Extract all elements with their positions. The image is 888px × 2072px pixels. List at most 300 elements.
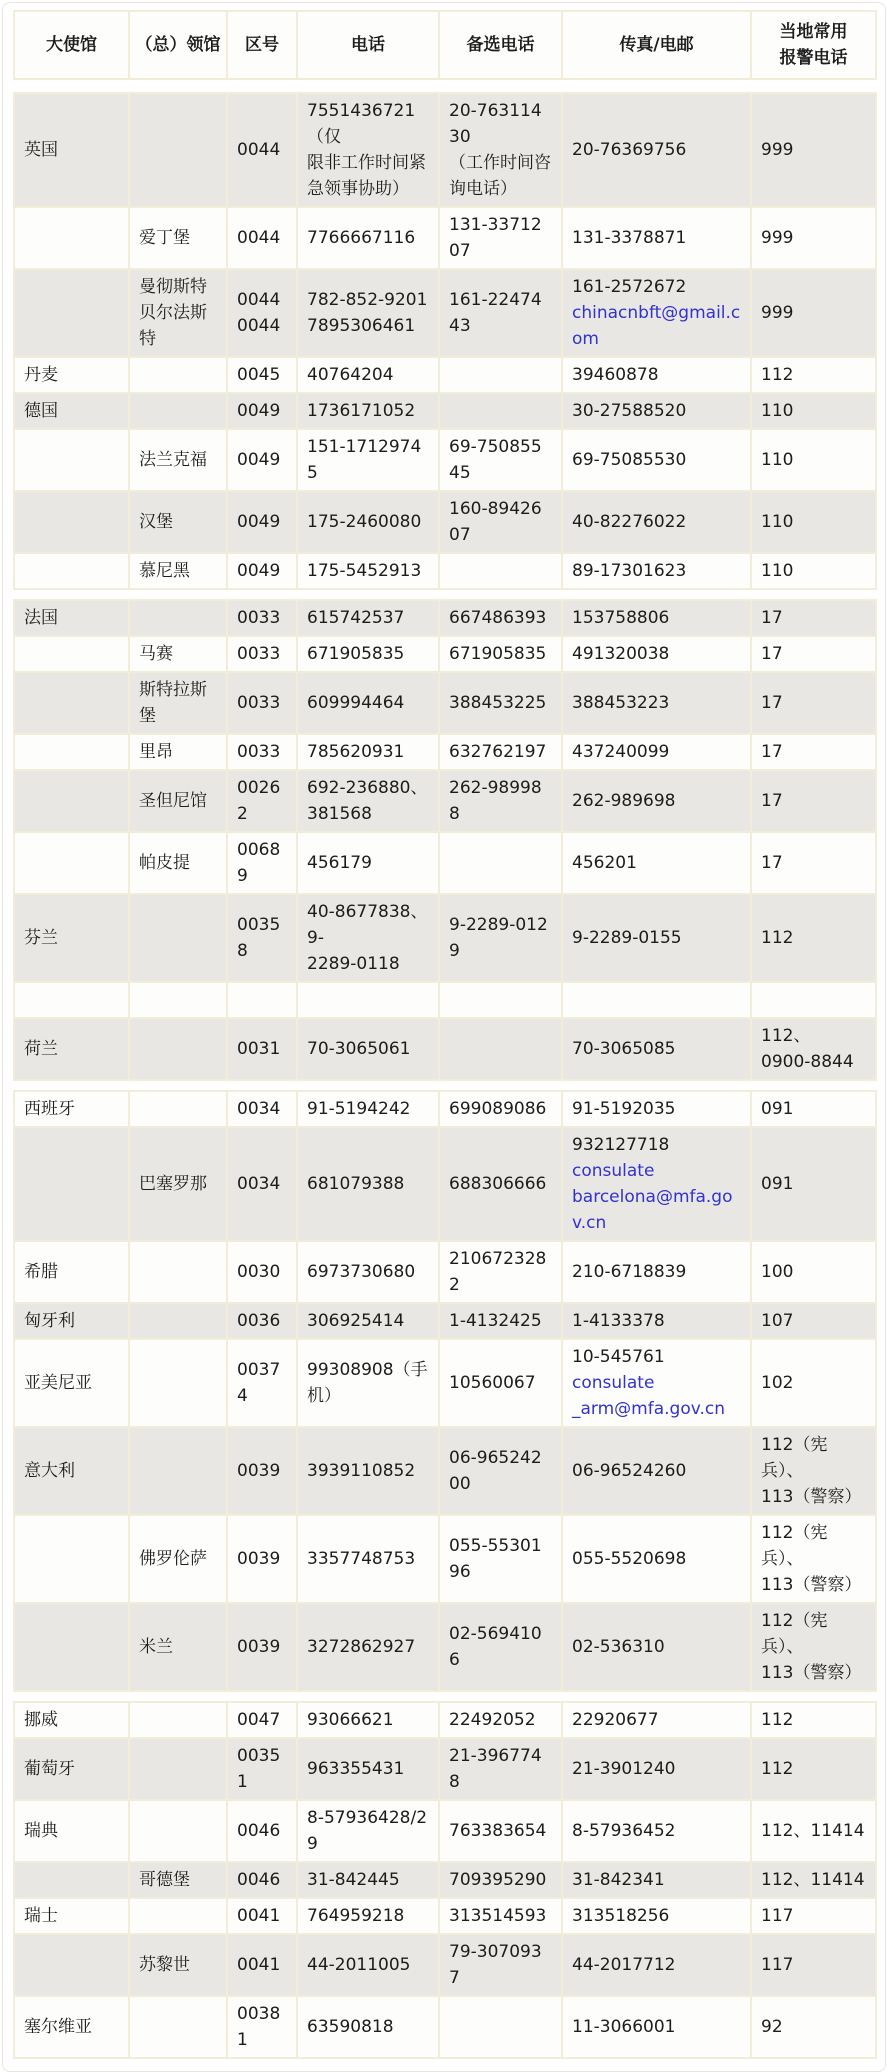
cell-alt-phone xyxy=(439,1241,562,1303)
cell-phone xyxy=(297,1241,439,1303)
cell-text: 0044 xyxy=(237,228,281,248)
table-row xyxy=(14,1603,876,1691)
cell-text: 131-3371207 xyxy=(449,215,542,261)
cell-text: 456201 xyxy=(572,853,637,873)
email-link[interactable]: consulate xyxy=(572,1373,655,1393)
cell-text: 0033 xyxy=(237,742,281,762)
cell-text: 0039 xyxy=(237,1637,281,1657)
cell-text: 388453225 xyxy=(449,693,547,713)
cell-text: 2106723282 xyxy=(449,1249,547,1295)
cell-text: 313514593 xyxy=(449,1906,547,1926)
cell-police xyxy=(751,393,876,429)
cell-text: 6973730680 xyxy=(307,1262,416,1282)
cell-embassy xyxy=(14,1738,129,1800)
cell-text: 112 xyxy=(761,365,794,385)
cell-consulate xyxy=(129,1303,227,1339)
column-header-police xyxy=(751,11,876,79)
cell-text: 112 xyxy=(761,1759,794,1779)
cell-text: 69-75085530 xyxy=(572,450,687,470)
email-link[interactable]: _arm@mfa.gov.cn xyxy=(572,1399,725,1419)
cell-text: 110 xyxy=(761,561,794,581)
cell-text: 8-57936452 xyxy=(572,1821,676,1841)
cell-text: 巴塞罗那 xyxy=(139,1174,207,1194)
cell-phone xyxy=(297,1127,439,1241)
cell-text: 06-96524260 xyxy=(572,1461,687,1481)
cell-text: 3939110852 xyxy=(307,1461,416,1481)
cell-phone xyxy=(297,1738,439,1800)
cell-text: 17 xyxy=(761,791,783,811)
cell-text: 0044 xyxy=(237,316,281,336)
email-link[interactable]: consulate xyxy=(572,1161,655,1181)
cell-text: 8-57936428/29 xyxy=(307,1808,428,1854)
table-section-body xyxy=(14,1091,876,1691)
cell-text: 06-96524200 xyxy=(449,1448,542,1494)
cell-phone xyxy=(297,832,439,894)
column-header-fax-email xyxy=(562,11,751,79)
cell-area-code xyxy=(227,1339,297,1427)
column-header-label: （总）领馆 xyxy=(135,35,221,55)
cell-text: 112（宪兵）、 xyxy=(761,1523,828,1569)
cell-embassy xyxy=(14,894,129,982)
cell-phone xyxy=(297,1934,439,1996)
cell-embassy xyxy=(14,982,129,1018)
contact-table-section-4 xyxy=(13,1701,877,2059)
cell-alt-phone xyxy=(439,1800,562,1862)
cell-text: 113（警察） xyxy=(761,1487,862,1507)
cell-area-code xyxy=(227,429,297,491)
cell-fax-email xyxy=(562,672,751,734)
cell-phone xyxy=(297,1515,439,1603)
cell-text: 313518256 xyxy=(572,1906,670,1926)
column-header-label: 传真/电邮 xyxy=(619,35,694,55)
cell-fax-email xyxy=(562,393,751,429)
cell-alt-phone xyxy=(439,894,562,982)
cell-police xyxy=(751,491,876,553)
cell-embassy xyxy=(14,1127,129,1241)
cell-alt-phone xyxy=(439,1091,562,1127)
cell-consulate xyxy=(129,1996,227,2058)
cell-police xyxy=(751,269,876,357)
cell-consulate xyxy=(129,1934,227,1996)
table-row xyxy=(14,1427,876,1515)
cell-fax-email xyxy=(562,1427,751,1515)
cell-embassy xyxy=(14,672,129,734)
cell-text: 1736171052 xyxy=(307,401,416,421)
cell-text: 葡萄牙 xyxy=(24,1759,75,1779)
cell-text: 055-5520698 xyxy=(572,1549,687,1569)
cell-phone xyxy=(297,357,439,393)
cell-police xyxy=(751,1898,876,1934)
cell-area-code xyxy=(227,393,297,429)
cell-police xyxy=(751,207,876,269)
cell-area-code xyxy=(227,600,297,636)
cell-consulate xyxy=(129,894,227,982)
cell-alt-phone xyxy=(439,1515,562,1603)
column-header-label: 备选电话 xyxy=(466,35,535,55)
cell-fax-email xyxy=(562,894,751,982)
cell-police xyxy=(751,429,876,491)
cell-text: 91-5192035 xyxy=(572,1099,676,1119)
cell-text: 17 xyxy=(761,853,783,873)
cell-phone xyxy=(297,269,439,357)
cell-alt-phone xyxy=(439,672,562,734)
cell-text: （工作时间咨 xyxy=(449,153,551,173)
cell-text: 意大利 xyxy=(24,1461,75,1481)
cell-text: 0039 xyxy=(237,1549,281,1569)
cell-text: 117 xyxy=(761,1955,794,1975)
cell-alt-phone xyxy=(439,1427,562,1515)
cell-phone xyxy=(297,1702,439,1738)
cell-area-code xyxy=(227,832,297,894)
table-row xyxy=(14,770,876,832)
cell-text: 609994464 xyxy=(307,693,405,713)
cell-area-code xyxy=(227,894,297,982)
column-header-embassy xyxy=(14,11,129,79)
cell-phone xyxy=(297,1427,439,1515)
cell-text: 10560067 xyxy=(449,1373,536,1393)
cell-fax-email xyxy=(562,1996,751,2058)
cell-text: 00358 xyxy=(237,915,281,961)
cell-text: 79-3070937 xyxy=(449,1942,542,1988)
cell-police xyxy=(751,93,876,207)
table-row xyxy=(14,1339,876,1427)
cell-text: 40-8677838、9- xyxy=(307,902,428,948)
cell-consulate xyxy=(129,1091,227,1127)
cell-police xyxy=(751,357,876,393)
cell-alt-phone xyxy=(439,1862,562,1898)
cell-text: 44-2017712 xyxy=(572,1955,676,1975)
cell-text: 161-2247443 xyxy=(449,290,542,336)
cell-text: 999 xyxy=(761,303,794,323)
cell-text: 里昂 xyxy=(139,742,173,762)
cell-fax-email xyxy=(562,491,751,553)
cell-text: 89-17301623 xyxy=(572,561,687,581)
cell-text: 0049 xyxy=(237,512,281,532)
cell-text: 99308908（手 xyxy=(307,1360,428,1380)
cell-text: 亚美尼亚 xyxy=(24,1373,92,1393)
cell-text: 0047 xyxy=(237,1710,281,1730)
cell-text: 110 xyxy=(761,512,794,532)
cell-text: 782-852-9201 xyxy=(307,290,428,310)
cell-fax-email xyxy=(562,1603,751,1691)
cell-text: 709395290 xyxy=(449,1870,547,1890)
cell-text: 限非工作时间紧 xyxy=(307,153,426,173)
cell-text: 7766667116 xyxy=(307,228,416,248)
table-row xyxy=(14,207,876,269)
table-header-row xyxy=(14,11,876,79)
cell-text: 112 xyxy=(761,1710,794,1730)
cell-text: 456179 xyxy=(307,853,372,873)
cell-text: 91-5194242 xyxy=(307,1099,411,1119)
cell-text: 爱丁堡 xyxy=(139,228,190,248)
cell-embassy xyxy=(14,1241,129,1303)
contact-table-section-2 xyxy=(13,599,877,1081)
cell-text: 091 xyxy=(761,1174,794,1194)
cell-embassy xyxy=(14,393,129,429)
cell-police xyxy=(751,636,876,672)
cell-text: 苏黎世 xyxy=(139,1955,190,1975)
cell-area-code xyxy=(227,357,297,393)
cell-phone xyxy=(297,429,439,491)
cell-alt-phone xyxy=(439,207,562,269)
column-header-label: 电话 xyxy=(351,35,385,55)
cell-text: 671905835 xyxy=(307,644,405,664)
cell-phone xyxy=(297,1091,439,1127)
cell-area-code xyxy=(227,1800,297,1862)
cell-phone xyxy=(297,1800,439,1862)
cell-consulate xyxy=(129,1127,227,1241)
cell-text: 米兰 xyxy=(139,1637,173,1657)
table-row xyxy=(14,1303,876,1339)
cell-area-code xyxy=(227,1934,297,1996)
cell-area-code xyxy=(227,1603,297,1691)
cell-area-code xyxy=(227,553,297,589)
cell-consulate xyxy=(129,1862,227,1898)
cell-area-code xyxy=(227,1996,297,2058)
cell-consulate xyxy=(129,1339,227,1427)
cell-police xyxy=(751,1515,876,1603)
cell-area-code xyxy=(227,1303,297,1339)
cell-consulate xyxy=(129,1738,227,1800)
cell-area-code xyxy=(227,93,297,207)
table-section-body xyxy=(14,1702,876,2058)
cell-alt-phone xyxy=(439,553,562,589)
cell-area-code xyxy=(227,269,297,357)
cell-text: 1-4133378 xyxy=(572,1311,665,1331)
cell-text: 70-3065085 xyxy=(572,1039,676,1059)
cell-alt-phone xyxy=(439,1339,562,1427)
cell-alt-phone xyxy=(439,1018,562,1080)
cell-fax-email xyxy=(562,832,751,894)
cell-text: 22920677 xyxy=(572,1710,659,1730)
table-row xyxy=(14,1018,876,1080)
cell-text: 92 xyxy=(761,2017,783,2037)
cell-text: 117 xyxy=(761,1906,794,1926)
email-link[interactable]: chinacnbft@gmail.com xyxy=(572,303,741,349)
cell-alt-phone xyxy=(439,1702,562,1738)
cell-text: 764959218 xyxy=(307,1906,405,1926)
cell-fax-email xyxy=(562,1702,751,1738)
cell-embassy xyxy=(14,734,129,770)
cell-fax-email xyxy=(562,553,751,589)
cell-phone xyxy=(297,636,439,672)
cell-text: 0049 xyxy=(237,401,281,421)
cell-consulate xyxy=(129,770,227,832)
cell-text: 63590818 xyxy=(307,2017,394,2037)
cell-fax-email xyxy=(562,1127,751,1241)
cell-consulate xyxy=(129,1898,227,1934)
cell-fax-email xyxy=(562,207,751,269)
cell-text: 00381 xyxy=(237,2004,281,2050)
cell-alt-phone xyxy=(439,1603,562,1691)
cell-consulate xyxy=(129,1427,227,1515)
cell-text: 785620931 xyxy=(307,742,405,762)
cell-area-code xyxy=(227,734,297,770)
cell-text: 999 xyxy=(761,228,794,248)
cell-text: 佛罗伦萨 xyxy=(139,1549,207,1569)
cell-area-code xyxy=(227,1427,297,1515)
cell-text: 615742537 xyxy=(307,608,405,628)
contact-table-section-3 xyxy=(13,1090,877,1692)
cell-text: 0034 xyxy=(237,1099,281,1119)
cell-phone xyxy=(297,894,439,982)
cell-phone xyxy=(297,491,439,553)
cell-text: 21-3901240 xyxy=(572,1759,676,1779)
cell-phone xyxy=(297,1862,439,1898)
cell-text: 70-3065061 xyxy=(307,1039,411,1059)
cell-area-code xyxy=(227,982,297,1018)
table-section-body xyxy=(14,600,876,1080)
cell-text: 挪威 xyxy=(24,1710,58,1730)
table-row xyxy=(14,1862,876,1898)
table-row xyxy=(14,1515,876,1603)
cell-text: 932127718 xyxy=(572,1135,670,1155)
cell-text: 02-5694106 xyxy=(449,1624,542,1670)
cell-embassy xyxy=(14,600,129,636)
cell-text: 询电话） xyxy=(449,179,517,199)
cell-text: 100 xyxy=(761,1262,794,1282)
cell-consulate xyxy=(129,207,227,269)
cell-embassy xyxy=(14,1603,129,1691)
contact-table-section-1 xyxy=(13,92,877,590)
cell-text: 151-17129745 xyxy=(307,437,422,483)
table-row xyxy=(14,1738,876,1800)
cell-police xyxy=(751,1800,876,1862)
cell-phone xyxy=(297,1996,439,2058)
cell-alt-phone xyxy=(439,393,562,429)
cell-fax-email xyxy=(562,429,751,491)
cell-embassy xyxy=(14,1339,129,1427)
cell-consulate xyxy=(129,93,227,207)
cell-text: 英国 xyxy=(24,140,58,160)
cell-phone xyxy=(297,553,439,589)
cell-area-code xyxy=(227,207,297,269)
cell-text: 丹麦 xyxy=(24,365,58,385)
cell-embassy xyxy=(14,1303,129,1339)
cell-text: 69-75085545 xyxy=(449,437,542,483)
cell-consulate xyxy=(129,832,227,894)
cell-fax-email xyxy=(562,357,751,393)
cell-area-code xyxy=(227,770,297,832)
cell-police xyxy=(751,1862,876,1898)
cell-area-code xyxy=(227,1018,297,1080)
cell-text: 10-545761 xyxy=(572,1347,665,1367)
cell-consulate xyxy=(129,636,227,672)
cell-text: 102 xyxy=(761,1373,794,1393)
cell-text: 0041 xyxy=(237,1906,281,1926)
cell-embassy xyxy=(14,1862,129,1898)
cell-embassy xyxy=(14,1018,129,1080)
cell-alt-phone xyxy=(439,357,562,393)
cell-phone xyxy=(297,207,439,269)
column-header-area-code xyxy=(227,11,297,79)
cell-police xyxy=(751,1018,876,1080)
cell-text: 161-2572672 xyxy=(572,277,687,297)
cell-text: 31-842445 xyxy=(307,1870,400,1890)
table-row xyxy=(14,269,876,357)
cell-text: 112、11414 xyxy=(761,1870,865,1890)
cell-embassy xyxy=(14,553,129,589)
cell-phone xyxy=(297,734,439,770)
cell-text: 692-236880、 xyxy=(307,778,428,798)
cell-fax-email xyxy=(562,770,751,832)
cell-text: 0039 xyxy=(237,1461,281,1481)
cell-text: 39460878 xyxy=(572,365,659,385)
cell-text: 斯特拉斯堡 xyxy=(139,680,207,726)
cell-fax-email xyxy=(562,1241,751,1303)
cell-text: 0044 xyxy=(237,290,281,310)
cell-consulate xyxy=(129,491,227,553)
cell-fax-email xyxy=(562,93,751,207)
cell-text: 699089086 xyxy=(449,1099,547,1119)
cell-embassy xyxy=(14,1515,129,1603)
cell-consulate xyxy=(129,672,227,734)
cell-text: 107 xyxy=(761,1311,794,1331)
cell-text: 112、11414 xyxy=(761,1821,865,1841)
cell-fax-email xyxy=(562,269,751,357)
table-row xyxy=(14,393,876,429)
table-row xyxy=(14,1091,876,1127)
cell-text: 763383654 xyxy=(449,1821,547,1841)
cell-police xyxy=(751,832,876,894)
cell-embassy xyxy=(14,1427,129,1515)
cell-consulate xyxy=(129,357,227,393)
cell-alt-phone xyxy=(439,982,562,1018)
table-row xyxy=(14,1800,876,1862)
table-row xyxy=(14,832,876,894)
cell-phone xyxy=(297,770,439,832)
cell-police xyxy=(751,1241,876,1303)
cell-text: 381568 xyxy=(307,804,372,824)
cell-text: 306925414 xyxy=(307,1311,405,1331)
cell-phone xyxy=(297,982,439,1018)
cell-embassy xyxy=(14,1702,129,1738)
cell-consulate xyxy=(129,734,227,770)
cell-text: 1-4132425 xyxy=(449,1311,542,1331)
cell-consulate xyxy=(129,269,227,357)
cell-text: 963355431 xyxy=(307,1759,405,1779)
cell-text: 7895306461 xyxy=(307,316,416,336)
cell-consulate xyxy=(129,982,227,1018)
cell-area-code xyxy=(227,1862,297,1898)
table-row xyxy=(14,636,876,672)
cell-text: 0045 xyxy=(237,365,281,385)
cell-alt-phone xyxy=(439,636,562,672)
email-link[interactable]: barcelona@mfa.gov.cn xyxy=(572,1187,733,1233)
cell-text: 0049 xyxy=(237,561,281,581)
cell-text: 0033 xyxy=(237,644,281,664)
cell-text: 491320038 xyxy=(572,644,670,664)
cell-consulate xyxy=(129,600,227,636)
cell-police xyxy=(751,770,876,832)
table-row xyxy=(14,1996,876,2058)
cell-phone xyxy=(297,1898,439,1934)
table-row xyxy=(14,1702,876,1738)
cell-embassy xyxy=(14,269,129,357)
cell-text: 00351 xyxy=(237,1746,281,1792)
cell-consulate xyxy=(129,1241,227,1303)
cell-fax-email xyxy=(562,1303,751,1339)
cell-consulate xyxy=(129,553,227,589)
column-header-label: 当地常用 xyxy=(779,22,848,42)
cell-alt-phone xyxy=(439,770,562,832)
cell-text: 汉堡 xyxy=(139,512,173,532)
cell-police xyxy=(751,1738,876,1800)
cell-fax-email xyxy=(562,1339,751,1427)
cell-text: 0041 xyxy=(237,1955,281,1975)
cell-text: 瑞典 xyxy=(24,1821,58,1841)
table-row xyxy=(14,734,876,770)
